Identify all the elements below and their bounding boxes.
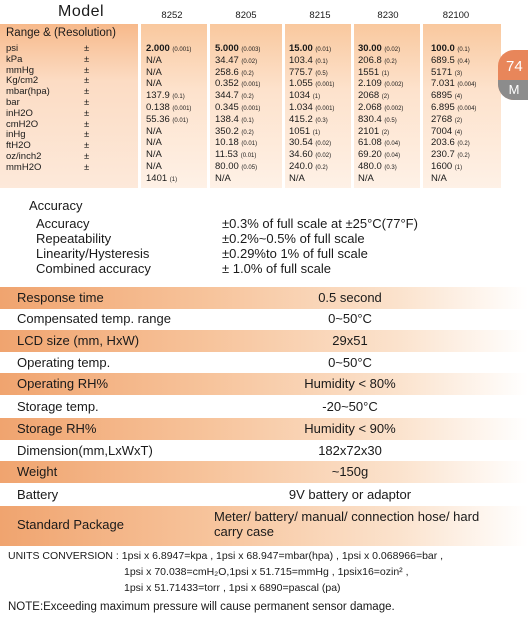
units-list	[6, 44, 50, 174]
range-resolution: (1)	[381, 70, 390, 77]
range-value: 15.00	[289, 43, 313, 54]
range-value: 7.031	[431, 78, 455, 90]
range-value: 1600	[431, 160, 453, 172]
range-resolution: (0.04)	[384, 153, 401, 160]
range-values-82100	[431, 44, 476, 186]
range-value: 10.18	[215, 137, 239, 149]
unit-name: bar	[6, 96, 20, 108]
range-resolution: (0.1)	[172, 94, 185, 101]
range-resolution: (2)	[381, 129, 390, 136]
range-value: 69.20	[358, 149, 382, 161]
spec-value: Meter/ battery/ manual/ connection hose/ hard carry case	[214, 509, 480, 539]
unit-name: oz/inch2	[6, 150, 42, 162]
range-resolution: (0.2)	[241, 94, 254, 101]
spec-row-battery	[0, 484, 528, 506]
range-resolution: (0.02)	[315, 141, 332, 148]
side-tab-number: 74	[506, 58, 523, 75]
model-8215-header: 8215	[309, 10, 331, 21]
linearity-value: ±0.29%to 1% of full scale	[222, 246, 368, 261]
spec-row-dimension	[0, 440, 528, 462]
range-resolution: (1)	[312, 129, 321, 136]
model-8205-header: 8205	[235, 10, 257, 21]
range-table	[0, 24, 528, 188]
range-resolution: (1)	[312, 94, 321, 101]
range-resolution: (0.2)	[241, 129, 254, 136]
accuracy-value: ±0.3% of full scale at ±25°C(77°F)	[222, 216, 418, 231]
range-resolution: (0.1)	[241, 117, 254, 124]
range-value: N/A	[289, 172, 305, 184]
spec-value: ~150g	[331, 464, 369, 479]
range-resolution: (0.001)	[241, 82, 261, 89]
unit-name: Kg/cm2	[6, 75, 39, 87]
range-resolution: (0.01)	[240, 153, 257, 160]
range-value: 2101	[358, 125, 380, 137]
spec-value: 29x51	[332, 333, 368, 348]
model-title: Model	[58, 3, 105, 20]
range-resolution: (0.001)	[315, 105, 335, 112]
range-resolution: (4)	[454, 94, 463, 101]
range-resolution: (0.3)	[315, 117, 328, 124]
spec-row-operating-rh	[0, 373, 528, 395]
range-value: 137.9	[146, 90, 170, 102]
pressure-warning-note: NOTE:Exceeding maximum pressure will cause permanent sensor damage.	[8, 601, 395, 613]
range-value: 480.0	[358, 160, 382, 172]
repeatability-label: Repeatability	[36, 231, 112, 246]
range-resolution: (0.2)	[384, 58, 397, 65]
unit-name: ftH2O	[6, 140, 31, 152]
spec-label: Weight	[17, 464, 58, 479]
spec-row-operating-temp	[0, 352, 528, 374]
range-cell	[431, 174, 476, 186]
spec-value: 9V battery or adaptor	[288, 487, 412, 502]
plus-minus-symbol: ±	[84, 118, 90, 130]
range-value: 258.6	[215, 66, 239, 78]
plus-minus-symbol: ±	[84, 43, 90, 54]
range-value: 2.068	[358, 101, 382, 113]
range-value: 2.000	[146, 43, 170, 54]
range-value: 100.0	[431, 43, 455, 54]
range-resolution: (0.001)	[315, 82, 335, 89]
range-value: N/A	[146, 66, 162, 78]
range-value: 80.00	[215, 160, 239, 172]
spec-value: -20~50°C	[322, 399, 378, 414]
range-value: 1401	[146, 172, 168, 184]
range-resolution: (0.2)	[241, 70, 254, 77]
range-resolution: (0.1)	[457, 47, 470, 53]
range-value: 2.109	[358, 78, 382, 90]
range-values-8252	[146, 44, 191, 186]
spec-label: Dimension(mm,LxWxT)	[17, 443, 153, 458]
range-value: 230.7	[431, 149, 455, 161]
plus-minus-symbol: ±	[84, 86, 90, 98]
range-resolution: (0.004)	[457, 82, 477, 89]
range-value: 138.4	[215, 113, 239, 125]
range-value: 775.7	[289, 66, 313, 78]
plus-minus-symbol: ±	[84, 150, 90, 162]
spec-value: 0.5 second	[318, 290, 382, 305]
spec-row-storage-temp	[0, 396, 528, 418]
range-value: 830.4	[358, 113, 382, 125]
range-resolution: (0.1)	[315, 58, 328, 65]
linearity-label: Linearity/Hysteresis	[36, 246, 150, 261]
range-value: N/A	[146, 54, 162, 66]
spec-label: Response time	[17, 290, 104, 305]
range-value: 34.60	[289, 149, 313, 161]
range-value: 7004	[431, 125, 453, 137]
range-resolution: (0.05)	[241, 164, 258, 171]
unit-name: mmHg	[6, 64, 34, 76]
range-value: 350.2	[215, 125, 239, 137]
unit-name: inHg	[6, 129, 26, 141]
range-value: 0.352	[215, 78, 239, 90]
range-resolution: (0.003)	[241, 47, 261, 53]
spec-label: Standard Package	[17, 517, 124, 532]
range-resolution: (0.004)	[457, 105, 477, 112]
range-resolution: (0.02)	[315, 153, 332, 160]
range-value: 1.034	[289, 101, 313, 113]
range-values-8215	[289, 44, 334, 186]
spec-label: Compensated temp. range	[17, 311, 171, 326]
spec-label: Storage temp.	[17, 399, 99, 414]
range-value: 344.7	[215, 90, 239, 102]
range-cell	[215, 174, 260, 186]
accuracy-title: Accuracy	[29, 198, 83, 213]
range-resolution: (0.04)	[384, 141, 401, 148]
range-value: N/A	[358, 172, 374, 184]
plus-minus-symbol: ±	[84, 140, 90, 152]
plus-minus-symbol: ±	[84, 129, 90, 141]
range-value: N/A	[146, 149, 162, 161]
model-82100-header: 82100	[442, 10, 470, 21]
range-resolution: (0.001)	[172, 47, 192, 53]
plus-minus-symbol: ±	[84, 53, 90, 65]
plus-minus-symbol: ±	[84, 161, 90, 173]
spec-row-weight	[0, 461, 528, 483]
repeatability-value: ±0.2%~0.5% of full scale	[222, 231, 365, 246]
plus-minus-symbol: ±	[84, 75, 90, 87]
spec-value: 0~50°C	[328, 355, 372, 370]
spec-value: 182x72x30	[318, 443, 382, 458]
range-value: N/A	[215, 172, 231, 184]
range-resolution: (0.01)	[172, 117, 189, 124]
range-value: 206.8	[358, 54, 382, 66]
range-resolution: (4)	[454, 129, 463, 136]
spec-label: Operating temp.	[17, 355, 111, 370]
range-resolution: (0.5)	[384, 117, 397, 124]
spec-row-standard-package	[0, 506, 528, 546]
range-value: N/A	[146, 137, 162, 149]
spec-row-lcd-size	[0, 330, 528, 352]
range-value: 0.138	[146, 101, 170, 113]
plus-minus-symbol: ±	[84, 96, 90, 108]
spec-value: Humidity < 80%	[304, 376, 396, 391]
range-resolution: (0.001)	[172, 105, 192, 112]
side-tab-letter: M	[498, 80, 528, 100]
range-title: Range & (Resolution)	[6, 27, 116, 39]
plus-minus-symbol: ±	[84, 107, 90, 119]
unit-name: psi	[6, 43, 19, 54]
range-value: 6895	[431, 90, 453, 102]
range-cell	[146, 174, 191, 186]
model-8230-header: 8230	[377, 10, 399, 21]
range-resolution: (0.01)	[315, 47, 332, 53]
range-resolution: (0.002)	[384, 82, 404, 89]
spec-value: 0~50°C	[328, 311, 372, 326]
unit-name: mbar(hpa)	[6, 86, 50, 98]
range-resolution: (0.02)	[241, 58, 258, 65]
range-value: 689.5	[431, 54, 455, 66]
range-cell	[358, 174, 403, 186]
range-values-8230	[358, 44, 403, 186]
spec-label: Operating RH%	[17, 376, 109, 391]
spec-value: Humidity < 90%	[304, 421, 396, 436]
range-value: N/A	[146, 125, 162, 137]
range-resolution: (0.2)	[457, 153, 470, 160]
range-value: 34.47	[215, 54, 239, 66]
range-resolution: (0.001)	[241, 105, 261, 112]
combined-accuracy-label: Combined accuracy	[36, 261, 151, 276]
range-value: 61.08	[358, 137, 382, 149]
range-resolution: (0.5)	[315, 70, 328, 77]
range-value: N/A	[146, 78, 162, 90]
unit-name: inH2O	[6, 107, 33, 119]
spec-label: LCD size (mm, HxW)	[17, 333, 140, 348]
model-8252-header: 8252	[161, 10, 183, 21]
range-resolution: (0.01)	[241, 141, 258, 148]
accuracy-label: Accuracy	[36, 216, 90, 231]
combined-accuracy-value: ± 1.0% of full scale	[222, 261, 332, 276]
units-conversion-line-2: 1psi x 70.038=cmH₂O,1psi x 51.715=mmHg , 1psix16=ozin² ,	[124, 566, 409, 578]
range-resolution: (2)	[454, 117, 463, 124]
range-resolution: (0.2)	[457, 141, 470, 148]
range-resolution: (1)	[169, 176, 178, 183]
unit-name: mmH2O	[6, 161, 42, 173]
range-resolution: (0.02)	[384, 47, 401, 53]
range-value: N/A	[146, 160, 162, 172]
range-value: 11.53	[215, 149, 239, 161]
range-value: 2068	[358, 90, 380, 102]
range-resolution: (1)	[454, 164, 463, 171]
range-value: 1551	[358, 66, 380, 78]
range-value: 203.6	[431, 137, 455, 149]
spec-label: Storage RH%	[17, 421, 97, 436]
range-resolution: (3)	[454, 70, 463, 77]
range-value: 103.4	[289, 54, 313, 66]
range-cell	[289, 174, 334, 186]
range-value: 1034	[289, 90, 311, 102]
range-value: 415.2	[289, 113, 313, 125]
range-resolution: (0.002)	[384, 105, 404, 112]
range-value: 5.000	[215, 43, 239, 54]
unit-name: cmH2O	[6, 118, 39, 130]
side-tab-badge	[498, 50, 528, 100]
range-value: 30.00	[358, 43, 382, 54]
range-resolution: (0.4)	[457, 58, 470, 65]
range-value: 5171	[431, 66, 453, 78]
range-value: N/A	[431, 172, 447, 184]
model-header	[0, 0, 528, 24]
units-conversion-line-1: UNITS CONVERSION : 1psi x 6.8947=kpa , 1psi x 68.947=mbar(hpa) , 1psi x 0.068966=bar ,	[8, 550, 444, 562]
unit-name: kPa	[6, 53, 23, 65]
range-value: 1.055	[289, 78, 313, 90]
range-resolution: (0.3)	[384, 164, 397, 171]
spec-row-response-time	[0, 287, 528, 309]
units-conversion-line-3: 1psi x 51.71433=torr , 1psi x 6890=pascal (pa)	[124, 582, 341, 594]
range-resolution: (2)	[381, 94, 390, 101]
spec-row-storage-rh	[0, 418, 528, 440]
range-value: 6.895	[431, 101, 455, 113]
spec-row-compensated-temp	[0, 308, 528, 330]
range-value: 55.36	[146, 113, 170, 125]
range-units-column	[0, 24, 138, 188]
range-value: 2768	[431, 113, 453, 125]
plus-minus-symbol: ±	[84, 64, 90, 76]
range-value: 240.0	[289, 160, 313, 172]
range-values-8205	[215, 44, 260, 186]
range-value: 30.54	[289, 137, 313, 149]
range-value: 1051	[289, 125, 311, 137]
range-resolution: (0.2)	[315, 164, 328, 171]
spec-label: Battery	[17, 487, 59, 502]
plus-minus-list	[84, 44, 89, 174]
range-value: 0.345	[215, 101, 239, 113]
